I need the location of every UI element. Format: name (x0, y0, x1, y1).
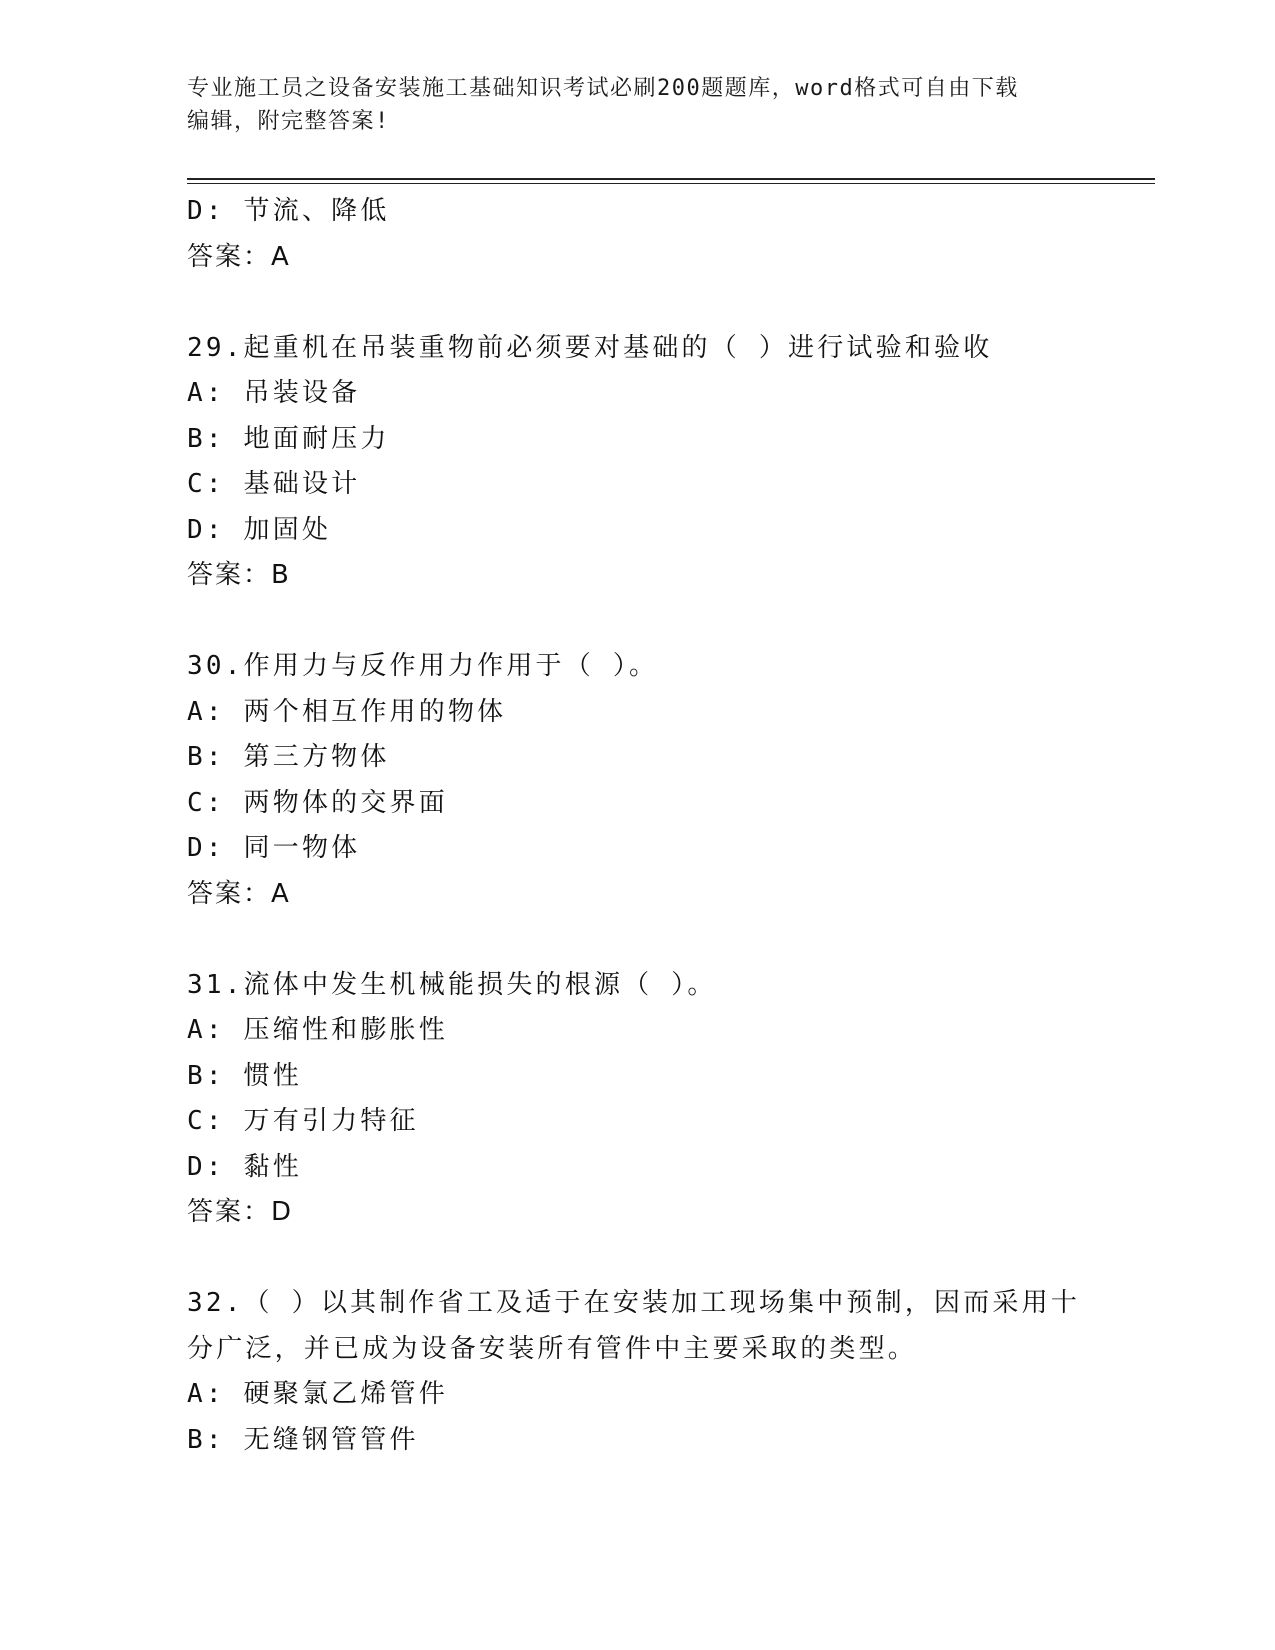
question-31-option-c: C: 万有引力特征 (187, 1106, 419, 1136)
question-31-answer: 答案：D (187, 1197, 294, 1227)
header-title-line-1: 专业施工员之设备安装施工基础知识考试必刷200题题库，word格式可自由下载 (187, 76, 1019, 101)
question-31-option-d: D: 黏性 (187, 1151, 302, 1182)
question-28-answer: 答案：A (187, 241, 291, 272)
question-30-stem: 30.作用力与反作用力作用于（ ）。 (187, 651, 659, 681)
question-29-option-c: C: 基础设计 (187, 469, 361, 499)
question-30-option-a: A: 两个相互作用的物体 (187, 696, 507, 727)
question-30 (187, 644, 1067, 917)
question-32 (187, 1281, 1081, 1463)
question-29-answer: 答案：B (187, 560, 291, 590)
question-30-option-b: B: 第三方物体 (187, 742, 390, 772)
question-32-stem-line-1: 32.（ ）以其制作省工及适于在安装加工现场集中预制，因而采用十 (187, 1288, 1081, 1318)
question-31 (187, 963, 1067, 1236)
question-31-option-b: B: 惯性 (187, 1060, 302, 1091)
spacer (187, 917, 1067, 963)
question-29 (187, 326, 1067, 599)
question-31-option-a: A: 压缩性和膨胀性 (187, 1015, 448, 1045)
question-list (187, 189, 1081, 1463)
question-28-option-d: D: 节流、降低 (187, 196, 390, 226)
header-title-line-2: 编辑，附完整答案! (187, 109, 390, 134)
question-31-stem: 31.流体中发生机械能损失的根源（ ）。 (187, 969, 717, 1000)
document-header (187, 72, 1067, 138)
question-29-option-b: B: 地面耐压力 (187, 423, 390, 454)
header-divider-thin (187, 183, 1155, 184)
question-30-option-c: C: 两物体的交界面 (187, 787, 448, 818)
question-32-option-b: B: 无缝钢管管件 (187, 1424, 419, 1455)
question-29-option-d: D: 加固处 (187, 514, 332, 545)
spacer (187, 280, 1067, 326)
question-32-option-a: A: 硬聚氯乙烯管件 (187, 1379, 448, 1409)
question-29-option-a: A: 吊装设备 (187, 378, 361, 408)
question-28-continued (187, 189, 1067, 280)
spacer (187, 599, 1067, 645)
question-29-stem: 29.起重机在吊装重物前必须要对基础的（ ）进行试验和验收 (187, 332, 993, 363)
question-30-option-d: D: 同一物体 (187, 833, 361, 863)
question-30-answer: 答案：A (187, 878, 291, 909)
spacer (187, 1236, 1067, 1282)
question-32-stem-line-2: 分广泛，并已成为设备安装所有管件中主要采取的类型。 (187, 1333, 918, 1364)
header-divider-thick (187, 178, 1155, 180)
